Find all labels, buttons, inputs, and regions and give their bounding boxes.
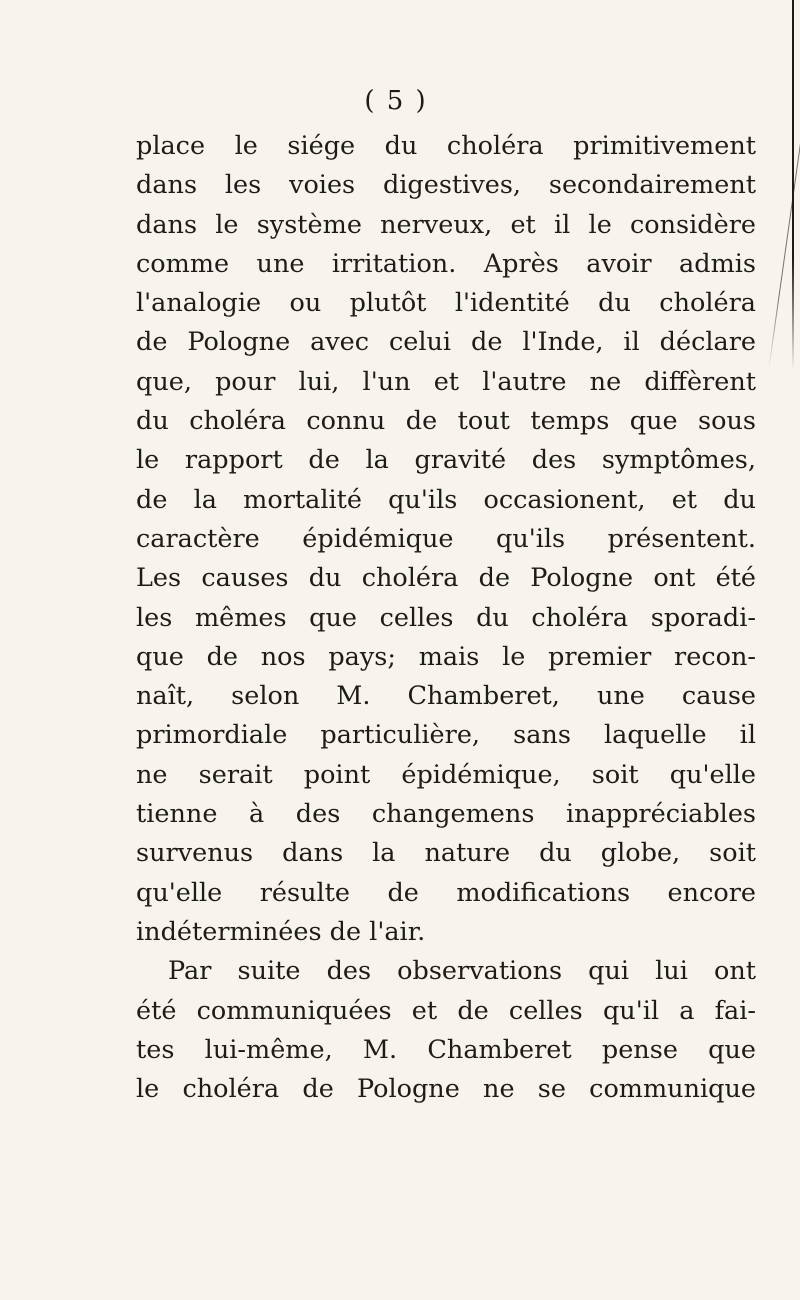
text-line: dans les voies digestives, secondairement: [136, 170, 756, 201]
text-line: Par suite des observations qui lui ont: [168, 956, 756, 987]
text-line: que de nos pays; mais le premier recon-: [136, 641, 756, 672]
text-line: les mêmes que celles du choléra sporadi-: [136, 602, 756, 633]
text-line: ne serait point épidémique, soit qu'elle: [136, 759, 756, 790]
text-line: que, pour lui, l'un et l'autre ne diffèrent: [136, 366, 756, 397]
page-number: ( 5 ): [364, 86, 428, 116]
text-line: tienne à des changemens inappréciables: [136, 799, 756, 830]
text-line: naît, selon M. Chamberet, une cause: [136, 681, 756, 712]
text-line: dans le système nerveux, et il le considère: [136, 209, 756, 240]
text-line: de Pologne avec celui de l'Inde, il déclare: [136, 327, 756, 358]
text-line: Les causes du choléra de Pologne ont été: [136, 563, 756, 594]
text-line: survenus dans la nature du globe, soit: [136, 838, 756, 869]
text-line: qu'elle résulte de modifications encore: [136, 877, 756, 908]
text-line: l'analogie ou plutôt l'identité du choléra: [136, 288, 756, 319]
text-line: place le siége du choléra primitivement: [136, 131, 756, 161]
text-line: tes lui-même, M. Chamberet pense que: [136, 1034, 756, 1065]
body-text: [136, 127, 756, 1109]
page-edge-shadow-secondary: [768, 130, 800, 370]
text-line: de la mortalité qu'ils occasionent, et du: [136, 484, 756, 515]
text-line: comme une irritation. Après avoir admis: [136, 248, 756, 279]
text-line: du choléra connu de tout temps que sous: [136, 406, 756, 437]
text-line: indéterminées de l'air.: [136, 916, 426, 947]
text-line: le choléra de Pologne ne se communique: [136, 1074, 756, 1105]
text-line: été communiquées et de celles qu'il a fai-: [136, 995, 756, 1026]
text-line: le rapport de la gravité des symptômes,: [136, 445, 756, 476]
text-line: caractère épidémique qu'ils présentent.: [136, 523, 756, 554]
text-line: primordiale particulière, sans laquelle il: [136, 720, 756, 751]
